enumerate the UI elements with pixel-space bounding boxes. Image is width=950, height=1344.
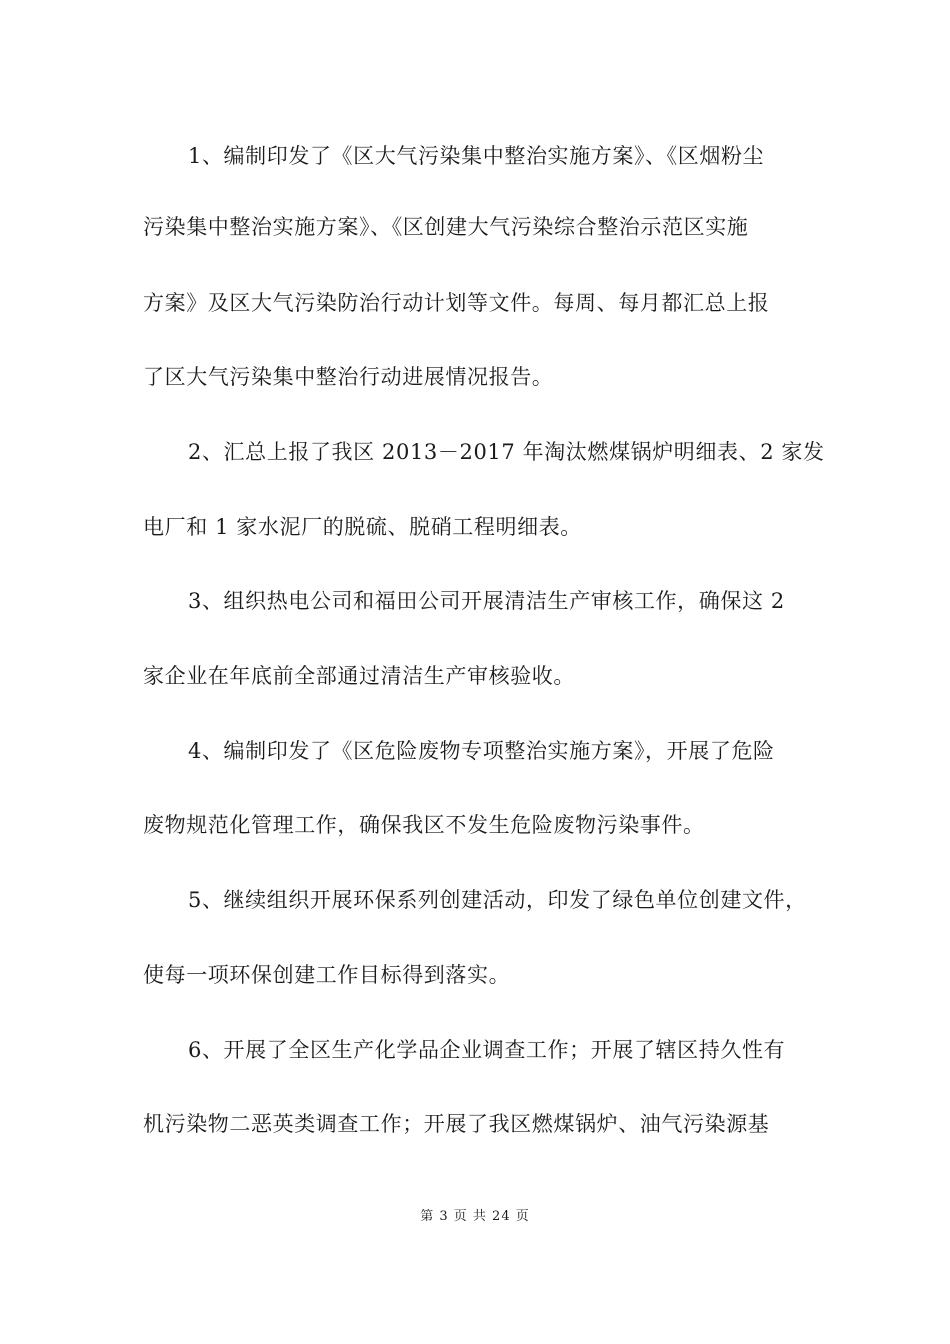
paragraph-1-line-4: 了区大气污染集中整治行动进展情况报告。	[143, 365, 554, 389]
paragraph-1-line-1: 1、编制印发了《区大气污染集中整治实施方案》、《区烟粉尘	[188, 144, 765, 168]
paragraph-5-line-1: 5、继续组织开展环保系列创建活动，印发了绿色单位创建文件，	[188, 888, 807, 912]
paragraph-2-line-1: 2、汇总上报了我区 2013－2017 年淘汰燃煤锅炉明细表、2 家发	[188, 440, 825, 464]
paragraph-6-line-1: 6、开展了全区生产化学品企业调查工作；开展了辖区持久性有	[188, 1038, 786, 1062]
paragraph-4-line-2: 废物规范化管理工作，确保我区不发生危险废物污染事件。	[143, 813, 705, 837]
paragraph-1-line-3: 方案》及区大气污染防治行动计划等文件。每周、每月都汇总上报	[143, 291, 770, 315]
page-number-label: 第 3 页 共 24 页	[420, 1209, 530, 1224]
page-footer	[0, 1208, 950, 1226]
paragraph-3-line-1: 3、组织热电公司和福田公司开展清洁生产审核工作，确保这 2	[188, 589, 785, 613]
paragraph-6-line-2: 机污染物二恶英类调查工作；开展了我区燃煤锅炉、油气污染源基	[143, 1112, 770, 1136]
paragraph-2-line-2: 电厂和 1 家水泥厂的脱硫、脱硝工程明细表。	[143, 515, 582, 539]
paragraph-4-line-1: 4、编制印发了《区危险废物专项整治实施方案》，开展了危险	[188, 739, 775, 763]
paragraph-1-line-2: 污染集中整治实施方案》、《区创建大气污染综合整治示范区实施	[143, 215, 749, 239]
paragraph-3-line-2: 家企业在年底前全部通过清洁生产审核验收。	[143, 664, 575, 688]
paragraph-5-line-2: 使每一项环保创建工作目标得到落实。	[143, 963, 511, 987]
